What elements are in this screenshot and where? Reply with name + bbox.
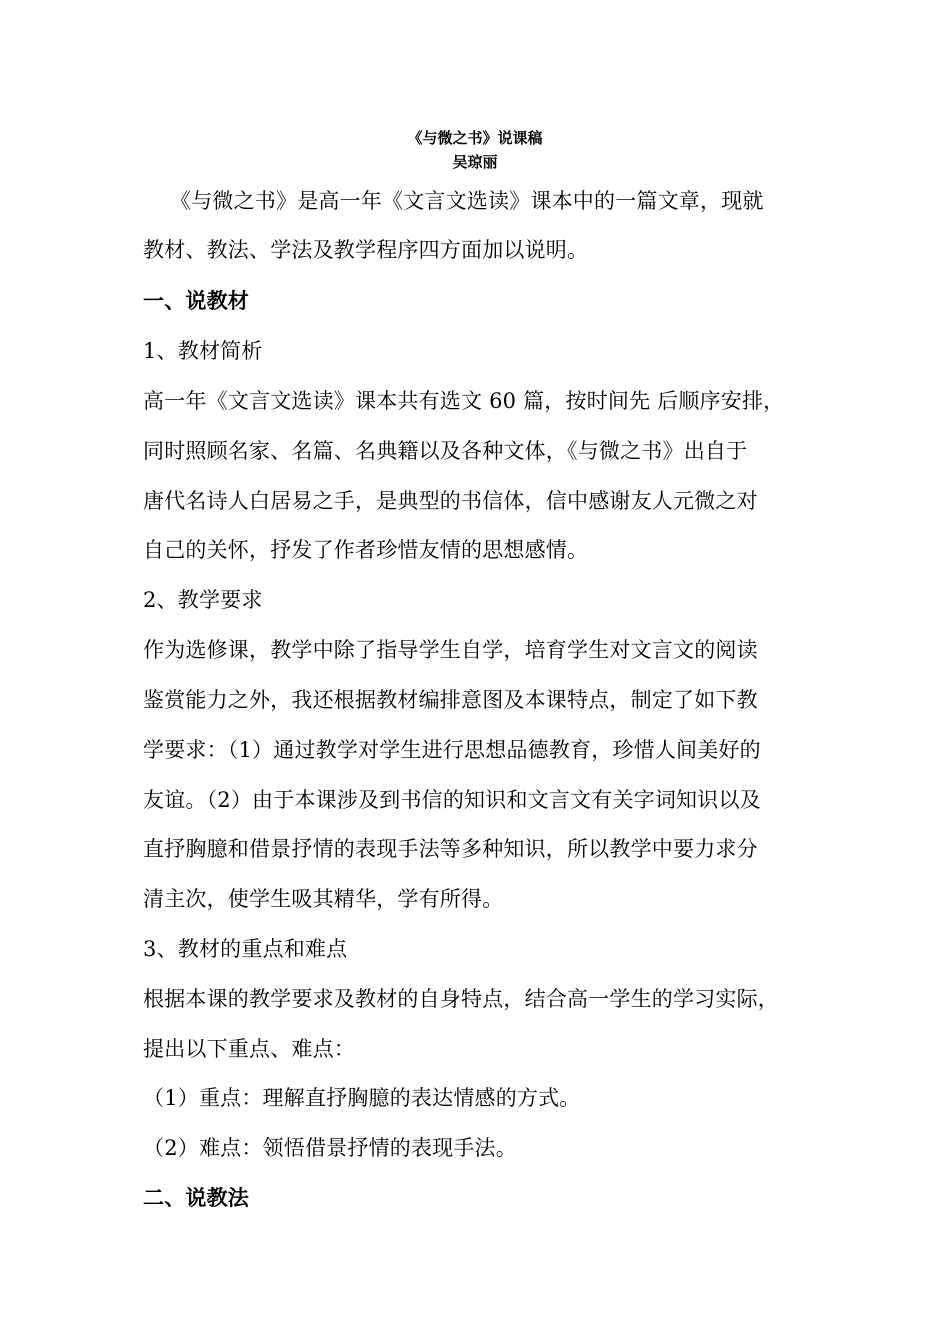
- section-heading-teaching-material: 一、说教材: [143, 289, 249, 313]
- paragraph-line: 直抒胸臆和借景抒情的表现手法等多种知识，所以教学中要力求分: [143, 837, 758, 861]
- paragraph-line: 自己的关怀，抒发了作者珍惜友情的思想感情。: [143, 538, 589, 562]
- paragraph-line: 唐代名诗人白居易之手，是典型的书信体，信中感谢友人元微之对: [143, 489, 758, 513]
- intro-line: 《与微之书》是高一年《文言文选读》课本中的一篇文章，现就: [170, 189, 764, 213]
- key-point-item: （2）难点：领悟借景抒情的表现手法。: [143, 1136, 517, 1160]
- subsection-title: 3、教材的重点和难点: [143, 937, 348, 961]
- paragraph-line: 高一年《文言文选读》课本共有选文 60 篇，按时间先 后顺序安排，: [143, 389, 785, 413]
- intro-line: 教材、教法、学法及教学程序四方面加以说明。: [143, 238, 589, 262]
- subsection-title: 2、教学要求: [143, 588, 263, 612]
- section-heading-teaching-method: 二、说教法: [143, 1186, 249, 1210]
- key-point-item: （1）重点：理解直抒胸臆的表达情感的方式。: [143, 1086, 581, 1110]
- paragraph-line: 学要求：（1）通过教学对学生进行思想品德教育，珍惜人间美好的: [143, 738, 761, 762]
- paragraph-line: 作为选修课，教学中除了指导学生自学，培育学生对文言文的阅读: [143, 638, 758, 662]
- document-author: 吴琼丽: [452, 153, 498, 171]
- paragraph-line: 提出以下重点、难点：: [143, 1037, 355, 1061]
- subsection-title: 1、教材简析: [143, 339, 263, 363]
- paragraph-line: 清主次，使学生吸其精华，学有所得。: [143, 887, 504, 911]
- paragraph-line: 同时照顾名家、名篇、名典籍以及各种文体，《与微之书》出自于: [143, 439, 748, 463]
- document-title: 《与微之书》说课稿: [407, 129, 543, 147]
- paragraph-line: 根据本课的教学要求及教材的自身特点，结合高一学生的学习实际，: [143, 987, 779, 1011]
- paragraph-line: 友谊。（2）由于本课涉及到书信的知识和文言文有关字词知识以及: [143, 788, 761, 812]
- paragraph-line: 鉴赏能力之外，我还根据教材编排意图及本课特点，制定了如下教: [143, 688, 758, 712]
